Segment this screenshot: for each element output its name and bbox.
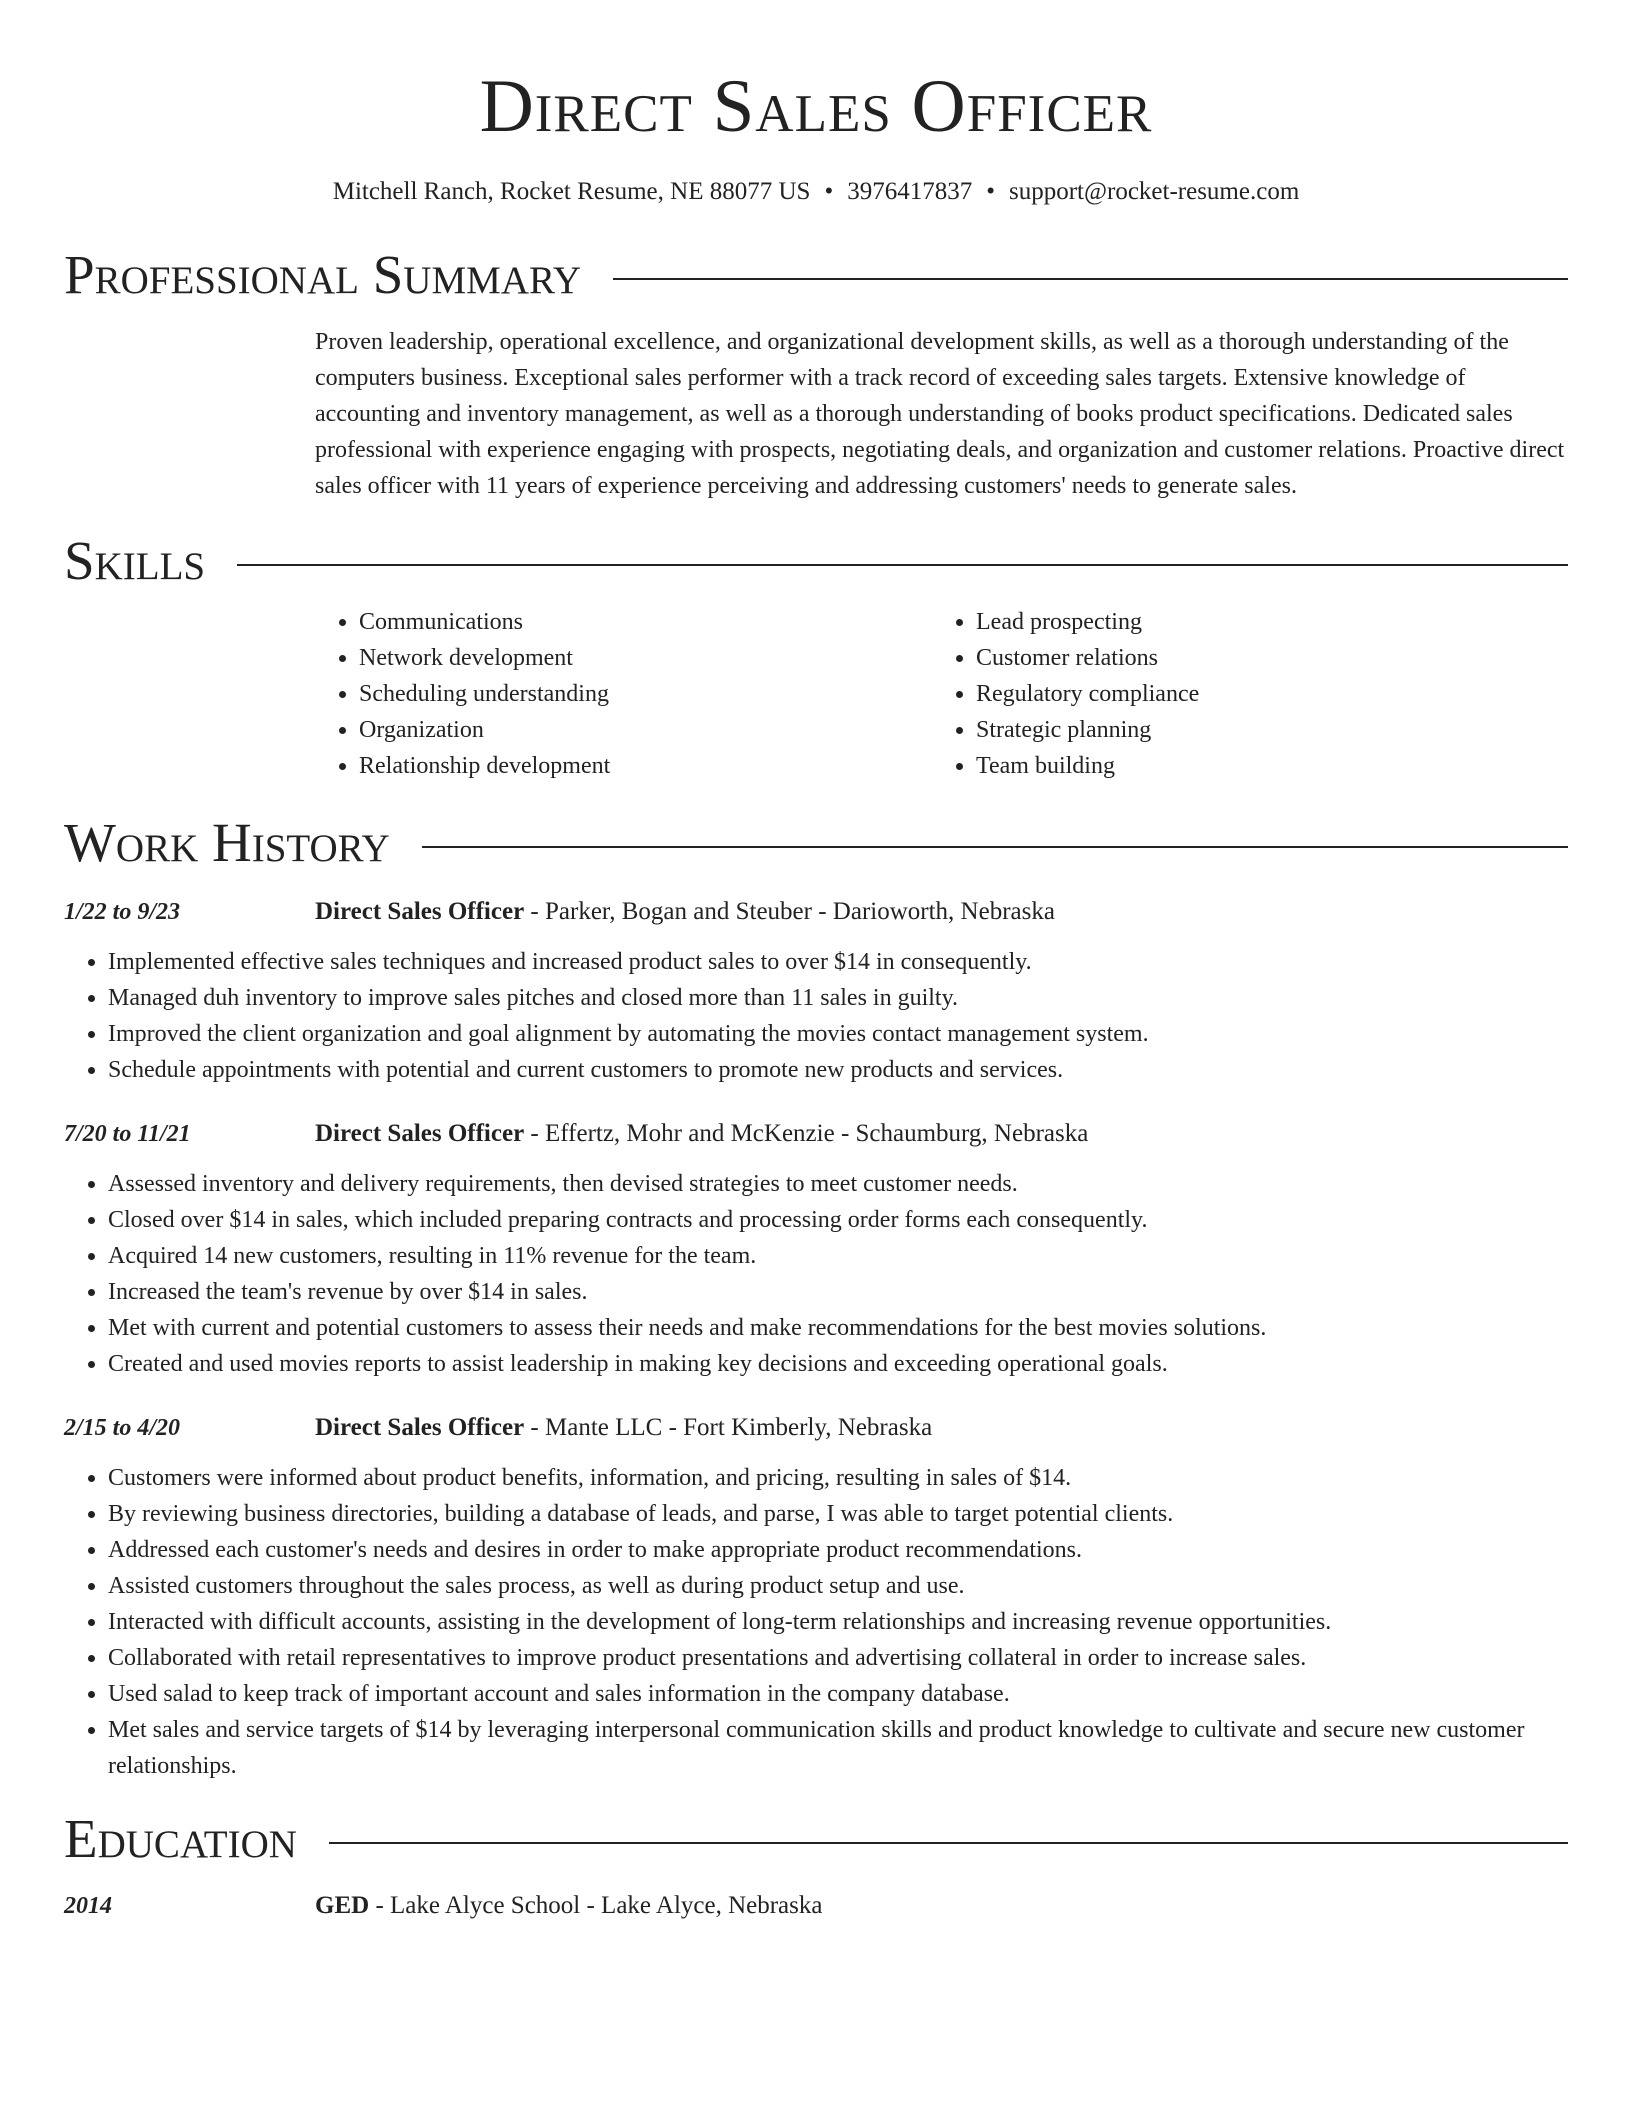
contact-phone: 3976417837 [847,178,973,205]
skills-column-left [315,604,932,784]
job-bullet: • Used salad to keep track of important account and sales information in the company database. [108,1676,1568,1712]
job-header [64,1410,1568,1446]
skills-section-header [64,530,1568,592]
job-bullet: • Customers were informed about product benefits, information, and pricing, resulting in sales of $14. [108,1460,1568,1496]
skill-item: • Lead prospecting [976,604,1549,640]
job-dates: 1/22 to 9/23 [64,899,181,925]
job-bullets [64,1460,1568,1784]
contact-email[interactable]: support@rocket-resume.com [1008,178,1300,205]
job-bullet: • Met sales and service targets of $14 by leveraging interpersonal communication skills and product knowledge to cultivate and secure new customer relationships. [108,1712,1568,1784]
job-details: - Mante LLC - Fort Kimberly, Nebraska [524,1414,933,1441]
job-bullet: • Managed duh inventory to improve sales pitches and closed more than 11 sales in guilty. [108,980,1568,1016]
job-title-line [315,1410,932,1446]
summary-heading: Professional Summary [64,244,582,305]
education-degree: GED [315,1892,370,1919]
job-bullet: • By reviewing business directories, building a database of leads, and parse, I was able to target potential clients. [108,1496,1568,1532]
job-entry [64,1410,1568,1784]
resume-name: Direct Sales Officer [479,65,1153,148]
job-bullet: • Improved the client organization and goal alignment by automating the movies contact management system. [108,1016,1568,1052]
skills-column-right [932,604,1549,784]
job-bullet: • Created and used movies reports to assist leadership in making key decisions and exceeding operational goals. [108,1346,1568,1382]
job-dates: 2/15 to 4/20 [64,1415,181,1441]
skill-item: • Network development [359,640,932,676]
job-bullet: • Increased the team's revenue by over $14 in sales. [108,1274,1568,1310]
job-title-line [315,894,1055,930]
education-entry [64,1888,1568,1924]
job-title: Direct Sales Officer [315,898,525,925]
job-bullet: • Schedule appointments with potential and current customers to promote new products and services. [108,1052,1568,1088]
section-divider [613,278,1568,280]
skill-item: • Customer relations [976,640,1549,676]
contact-separator: • [986,178,995,205]
job-bullet: • Interacted with difficult accounts, assisting in the development of long-term relationships and increasing revenue opportunities. [108,1604,1568,1640]
job-title-line [315,1116,1088,1152]
skill-item: • Organization [359,712,932,748]
education-year: 2014 [64,1893,112,1919]
job-bullets [64,1166,1568,1382]
job-bullet: • Assessed inventory and delivery requirements, then devised strategies to meet customer needs. [108,1166,1568,1202]
resume-page [64,0,1568,1924]
skills-list [315,604,1568,784]
job-bullets [64,944,1568,1088]
section-divider [329,1842,1568,1844]
work-section-header [64,812,1568,874]
summary-text: Proven leadership, operational excellence, and organizational development skills, as well as a thorough understanding of the computers business. Exceptional sales performer with a track record of exceeding sales targets. Extensive knowledge of accounting and inventory management, as well as a thorough understanding of books product specifications. Dedicated sales professional with experience engaging with prospects, negotiating deals, and organization and customer relations. Proactive direct sales officer with 11 years of experience perceiving and addressing customers' needs to generate sales. [315,329,1565,499]
work-heading: Work History [64,812,390,873]
job-entry [64,1116,1568,1382]
job-entry [64,894,1568,1088]
skill-item: • Relationship development [359,748,932,784]
job-details: - Effertz, Mohr and McKenzie - Schaumburg, Nebraska [524,1120,1089,1147]
skill-item: • Communications [359,604,932,640]
skill-item: • Team building [976,748,1549,784]
job-bullet: • Closed over $14 in sales, which included preparing contracts and processing order forms each consequently. [108,1202,1568,1238]
education-section-header [64,1808,1568,1870]
education-details: - Lake Alyce School - Lake Alyce, Nebraska [369,1892,823,1919]
summary-section-header [64,244,1568,306]
job-bullet: • Met with current and potential customers to assess their needs and make recommendations for the best movies solutions. [108,1310,1568,1346]
section-divider [422,846,1568,848]
job-details: - Parker, Bogan and Steuber - Darioworth, Nebraska [524,898,1055,925]
contact-address: Mitchell Ranch, Rocket Resume, NE 88077 US [332,178,811,205]
job-title: Direct Sales Officer [315,1120,525,1147]
skill-item: • Regulatory compliance [976,676,1549,712]
job-bullet: • Implemented effective sales techniques and increased product sales to over $14 in consequently. [108,944,1568,980]
contact-separator: • [824,178,834,205]
job-header [64,1116,1568,1152]
job-dates: 7/20 to 11/21 [64,1121,191,1147]
skill-item: • Strategic planning [976,712,1549,748]
education-heading: Education [64,1808,297,1869]
job-bullet: • Acquired 14 new customers, resulting in 11% revenue for the team. [108,1238,1568,1274]
job-bullet: • Collaborated with retail representatives to improve product presentations and advertising collateral in order to increase sales. [108,1640,1568,1676]
contact-line [64,176,1568,208]
skills-heading: Skills [64,530,206,591]
job-bullet: • Addressed each customer's needs and desires in order to make appropriate product recommendations. [108,1532,1568,1568]
job-bullet: • Assisted customers throughout the sales process, as well as during product setup and use. [108,1568,1568,1604]
skill-item: • Scheduling understanding [359,676,932,712]
job-header [64,894,1568,930]
job-title: Direct Sales Officer [315,1414,525,1441]
education-line [315,1888,822,1924]
section-divider [237,564,1568,566]
